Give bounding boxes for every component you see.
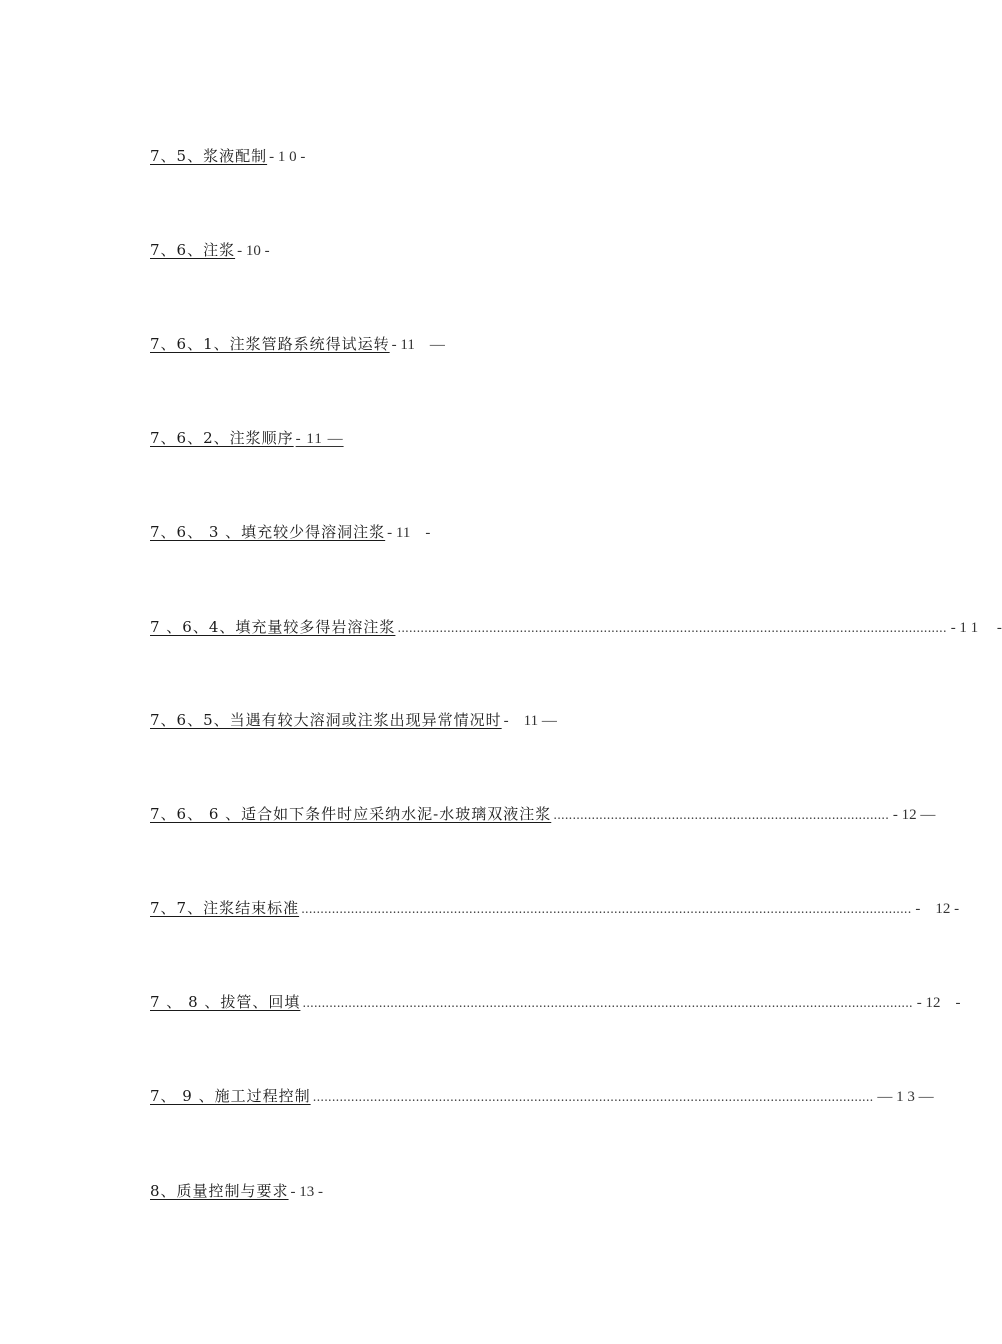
toc-entry-title[interactable]: 7、6、 3 、填充较少得溶洞注浆 xyxy=(150,523,386,541)
toc-entry[interactable] xyxy=(150,239,270,261)
toc-dot-leader: ........................................................................................ xyxy=(553,808,889,822)
toc-entry-page-number: - 12 — xyxy=(892,807,936,823)
toc-entry-page-number: - 1 1 - xyxy=(950,620,1002,636)
toc-dot-leader: ................................................................................................................................................................ xyxy=(301,902,912,916)
toc-dot-leader: ................................................................................................................................................................ xyxy=(302,996,913,1010)
toc-entry[interactable] xyxy=(150,897,960,919)
toc-entry[interactable] xyxy=(150,803,936,825)
toc-entry-page-number: — 1 3 — xyxy=(877,1089,934,1105)
toc-entry[interactable] xyxy=(150,1085,934,1107)
toc-entry-title[interactable]: 7、 9 、施工过程控制 xyxy=(150,1087,311,1105)
toc-entry-title[interactable]: 7 、6、4、填充量较多得岩溶注浆 xyxy=(150,618,396,636)
toc-entry-page-number: - 11 — xyxy=(503,713,557,729)
toc-dot-leader: ................................................................................................................................................ xyxy=(397,621,947,635)
toc-entry[interactable] xyxy=(150,521,430,543)
toc-entry-page-number: - 11 — xyxy=(295,431,344,447)
toc-entry[interactable] xyxy=(150,145,305,167)
toc-entry-title[interactable]: 7、5、浆液配制 xyxy=(150,147,268,165)
toc-entry[interactable] xyxy=(150,333,445,355)
toc-entry[interactable] xyxy=(150,427,344,449)
toc-dot-leader: ................................................................................................................................................... xyxy=(312,1090,874,1104)
toc-entry-page-number: - 12 - xyxy=(915,901,960,917)
toc-entry-page-number: - 1 0 - xyxy=(269,149,306,165)
toc-entry-title[interactable]: 7、6、2、注浆顺序 xyxy=(150,429,294,447)
toc-entry-title[interactable]: 7、6、5、当遇有较大溶洞或注浆出现异常情况时 xyxy=(150,711,502,729)
toc-entry-title[interactable]: 7、7、注浆结束标准 xyxy=(150,899,300,917)
toc-entry-title[interactable]: 7、6、 6 、适合如下条件时应采纳水泥-水玻璃双液注浆 xyxy=(150,805,552,823)
toc-entry[interactable] xyxy=(150,709,557,731)
toc-entry-title[interactable]: 7 、 8 、拔管、回填 xyxy=(150,993,301,1011)
toc-entry-page-number: - 12 - xyxy=(916,995,961,1011)
toc-entry-page-number: - 13 - xyxy=(290,1184,324,1200)
toc-entry-page-number: - 10 - xyxy=(237,243,270,259)
toc-entry-title[interactable]: 7、6、注浆 xyxy=(150,241,236,259)
toc-entry-page-number: - 11 - xyxy=(387,525,431,541)
toc-entry-page-number: - 11 — xyxy=(391,337,445,353)
toc-entry[interactable] xyxy=(150,1180,323,1202)
toc-entry[interactable] xyxy=(150,616,1002,638)
toc-entry-title[interactable]: 7、6、1、注浆管路系统得试运转 xyxy=(150,335,390,353)
toc-entry[interactable] xyxy=(150,991,961,1013)
toc-entry-title[interactable]: 8、质量控制与要求 xyxy=(150,1182,289,1200)
